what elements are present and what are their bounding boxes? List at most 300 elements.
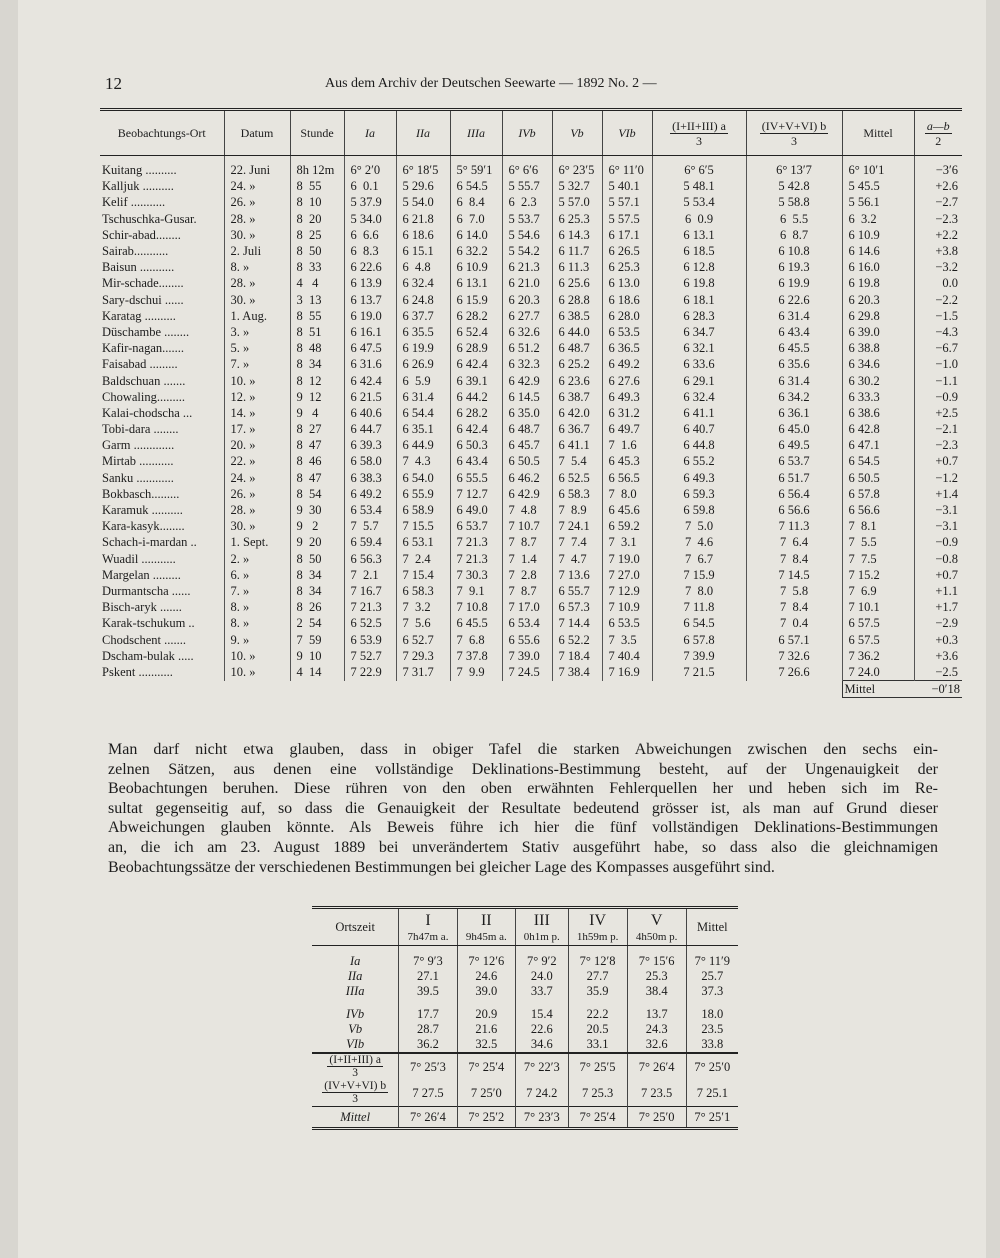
cell-iiia: 6 52.4 — [450, 324, 502, 340]
col-time: 0h1m p. — [523, 931, 560, 943]
cell-vb: 7 5.4 — [552, 453, 602, 469]
declination-table — [100, 108, 962, 698]
cell-iia: 5 54.0 — [396, 194, 450, 210]
gap-cell — [457, 946, 515, 955]
cell-vib: 6 25.3 — [602, 259, 652, 275]
table-row — [100, 178, 962, 194]
cell-mittel: 6 57.5 — [842, 631, 914, 647]
cell-diff: +0.7 — [914, 567, 962, 583]
cell-ort: Kafir-nagan....... — [102, 341, 185, 356]
cell-ivb: 6 45.7 — [502, 437, 552, 453]
cell-iia: 6 35.1 — [396, 421, 450, 437]
gap-cell — [686, 946, 738, 955]
cell-datum: 14. » — [224, 405, 290, 421]
cell-vib: 6 45.3 — [602, 453, 652, 469]
cell-ivb: 7 10.7 — [502, 518, 552, 534]
cell-b-mean: 6 51.7 — [746, 470, 842, 486]
footer-spacer — [100, 681, 842, 698]
cell-iiia: 6 7.0 — [450, 211, 502, 227]
cell-a-mean: 6 55.2 — [652, 453, 746, 469]
cell-iia: 7 15.4 — [396, 567, 450, 583]
table-header-row — [100, 110, 962, 156]
cell-stunde: 3 13 — [290, 292, 344, 308]
mittel-cell: 23.5 — [686, 1022, 738, 1037]
row-label: IIa — [347, 969, 363, 983]
cell-mittel: 6 19.8 — [842, 275, 914, 291]
row-label: Mittel — [312, 1107, 399, 1129]
cell-ort: Wuadil ........... — [102, 551, 176, 566]
cell-mittel: 6 30.2 — [842, 372, 914, 388]
cell-vb: 7 8.9 — [552, 502, 602, 518]
cell-a-mean: 6 54.5 — [652, 615, 746, 631]
cell-vib: 6 17.1 — [602, 227, 652, 243]
cell-diff: −2.3 — [914, 437, 962, 453]
mittel-cell: 37.3 — [686, 984, 738, 999]
row-gap — [312, 946, 738, 955]
cell-ort: Bisch-aryk ....... — [102, 600, 182, 615]
value-cell: 15.4 — [515, 1007, 568, 1022]
cell-datum: 2. » — [224, 551, 290, 567]
cell-vib: 7 12.9 — [602, 583, 652, 599]
cell-ort: Sairab........... — [102, 244, 169, 259]
cell-a-mean: 6 12.8 — [652, 259, 746, 275]
cell-vb: 6 36.7 — [552, 421, 602, 437]
cell-diff: −2.9 — [914, 615, 962, 631]
cell-iia: 6 5.9 — [396, 372, 450, 388]
table-row — [100, 567, 962, 583]
cell-mittel: 6 47.1 — [842, 437, 914, 453]
cell-ort: Mirtab ........... — [102, 454, 174, 469]
cell-b-mean: 6 56.6 — [746, 502, 842, 518]
cell-ia: 6 53.9 — [344, 631, 396, 647]
cell-mittel: 6 56.6 — [842, 502, 914, 518]
cell-iiia: 6 32.2 — [450, 243, 502, 259]
cell-b-mean: 6 36.1 — [746, 405, 842, 421]
cell-a-mean: 5 48.1 — [652, 178, 746, 194]
cell-b-mean: 6 56.4 — [746, 486, 842, 502]
cell-b-mean: 6 31.4 — [746, 372, 842, 388]
cell-b-mean: 6 57.1 — [746, 631, 842, 647]
table-row — [100, 156, 962, 179]
col-b-denominator: 3 — [791, 133, 797, 148]
row-b-mean — [312, 1080, 738, 1107]
mittel-cell: 7° 25′1 — [686, 1107, 738, 1129]
cell-iiia: 7 21.3 — [450, 551, 502, 567]
cell-vib: 7 8.0 — [602, 486, 652, 502]
cell-iia: 7 2.4 — [396, 551, 450, 567]
mittel-cell: 7° 25′0 — [686, 1053, 738, 1080]
cell-ort: Schach-i-mardan .. — [102, 535, 197, 550]
col-num: I — [425, 912, 431, 929]
cell-datum: 30. » — [224, 292, 290, 308]
cell-vb: 7 4.7 — [552, 551, 602, 567]
cell-diff: −2.1 — [914, 421, 962, 437]
cell-iiia: 6 42.4 — [450, 421, 502, 437]
cell-diff: +2.5 — [914, 405, 962, 421]
mittel-cell: 25.7 — [686, 969, 738, 984]
table-row — [312, 1007, 738, 1022]
cell-ia: 6 56.3 — [344, 551, 396, 567]
cell-ia: 7 52.7 — [344, 648, 396, 664]
cell-b-mean: 6 34.2 — [746, 389, 842, 405]
cell-b-mean: 6 5.5 — [746, 211, 842, 227]
cell-b-mean: 7 26.6 — [746, 664, 842, 681]
cell-b-mean: 6 19.3 — [746, 259, 842, 275]
cell-ivb: 6 2.3 — [502, 194, 552, 210]
gap-cell — [515, 946, 568, 955]
cell-mittel: 6 20.3 — [842, 292, 914, 308]
value-cell: 20.9 — [457, 1007, 515, 1022]
cell-ivb: 6 46.2 — [502, 470, 552, 486]
cell-vb: 6 14.3 — [552, 227, 602, 243]
cell-mittel: 7 10.1 — [842, 599, 914, 615]
cell-a-mean: 7 8.0 — [652, 583, 746, 599]
cell-ia: 6 13.9 — [344, 275, 396, 291]
cell-iiia: 6 10.9 — [450, 259, 502, 275]
cell-a-mean: 6 19.8 — [652, 275, 746, 291]
cell-a-mean: 6 18.5 — [652, 243, 746, 259]
cell-ivb: 6 32.3 — [502, 356, 552, 372]
cell-b-mean: 5 42.8 — [746, 178, 842, 194]
fraction-numerator: (I+II+III) a — [329, 1054, 381, 1066]
cell-iiia: 7 10.8 — [450, 599, 502, 615]
value-cell: 20.5 — [568, 1022, 627, 1037]
cell-ivb: 5 55.7 — [502, 178, 552, 194]
cell-b-mean: 6° 13′7 — [746, 156, 842, 179]
cell-iia: 6 32.4 — [396, 275, 450, 291]
cell-vb: 7 14.4 — [552, 615, 602, 631]
cell-vib: 6 31.2 — [602, 405, 652, 421]
table-row — [100, 518, 962, 534]
table-row — [100, 405, 962, 421]
cell-datum: 22. Juni — [224, 156, 290, 179]
cell-iia: 6 54.0 — [396, 470, 450, 486]
cell-a-mean: 6 33.6 — [652, 356, 746, 372]
cell-iiia: 5° 59′1 — [450, 156, 502, 179]
cell-vb: 6 58.3 — [552, 486, 602, 502]
cell-datum: 22. » — [224, 453, 290, 469]
value-cell: 7° 25′4 — [568, 1107, 627, 1129]
cell-mittel: 7 36.2 — [842, 648, 914, 664]
table-row — [100, 615, 962, 631]
cell-iiia: 7 21.3 — [450, 534, 502, 550]
cell-iia: 6 4.8 — [396, 259, 450, 275]
col-iiia: IIIa — [450, 110, 502, 156]
cell-stunde: 9 12 — [290, 389, 344, 405]
table-row — [100, 389, 962, 405]
cell-b-mean: 5 58.8 — [746, 194, 842, 210]
row-label: Vb — [348, 1022, 363, 1036]
cell-iiia: 6 14.0 — [450, 227, 502, 243]
cell-b-mean: 6 45.5 — [746, 340, 842, 356]
cell-vib: 6 18.6 — [602, 292, 652, 308]
cell-iiia: 6 15.9 — [450, 292, 502, 308]
value-cell: 21.6 — [457, 1022, 515, 1037]
cell-b-mean: 6 43.4 — [746, 324, 842, 340]
col-diff-numerator: a—b — [926, 118, 950, 133]
gap-cell — [312, 999, 399, 1007]
cell-diff: +1.4 — [914, 486, 962, 502]
cell-ort: Karamuk .......... — [102, 503, 183, 518]
paragraph-line: Abweichungen glauben könnte. Als Beweis führe ich hier die fünf vollständigen Deklinations-Bestimmungen — [108, 819, 938, 837]
cell-vib: 6 45.6 — [602, 502, 652, 518]
cell-iiia: 6 49.0 — [450, 502, 502, 518]
cell-b-mean: 6 22.6 — [746, 292, 842, 308]
cell-mittel: 6 16.0 — [842, 259, 914, 275]
col-ivb: IVb — [502, 110, 552, 156]
cell-mittel: 6 57.8 — [842, 486, 914, 502]
cell-vib: 7 3.5 — [602, 631, 652, 647]
cell-ort: Baisun ........... — [102, 260, 175, 275]
col-time: 4h50m p. — [635, 931, 678, 943]
cell-ort: Dscham-bulak ..... — [102, 648, 194, 663]
cell-diff: −0.9 — [914, 389, 962, 405]
cell-stunde: 8 55 — [290, 178, 344, 194]
col-iia: IIa — [396, 110, 450, 156]
cell-vib: 7 19.0 — [602, 551, 652, 567]
cell-ivb: 6 35.0 — [502, 405, 552, 421]
table-row — [312, 969, 738, 984]
cell-diff: −6.7 — [914, 340, 962, 356]
cell-vib: 5 57.1 — [602, 194, 652, 210]
cell-stunde: 8 48 — [290, 340, 344, 356]
cell-ia: 7 5.7 — [344, 518, 396, 534]
value-cell: 39.0 — [457, 984, 515, 999]
col-vb: Vb — [552, 110, 602, 156]
cell-stunde: 8 25 — [290, 227, 344, 243]
cell-iia: 7 31.7 — [396, 664, 450, 681]
cell-vib: 7 1.6 — [602, 437, 652, 453]
cell-a-mean: 6 0.9 — [652, 211, 746, 227]
cell-datum: 7. » — [224, 356, 290, 372]
row-label: IVb — [346, 1007, 365, 1021]
value-cell: 7° 12′6 — [457, 954, 515, 969]
cell-iia: 6 52.7 — [396, 631, 450, 647]
cell-datum: 1. Sept. — [224, 534, 290, 550]
cell-iia: 6 15.1 — [396, 243, 450, 259]
cell-vb: 6 52.2 — [552, 631, 602, 647]
cell-vb: 6 48.7 — [552, 340, 602, 356]
cell-ort: Sary-dschui ...... — [102, 292, 184, 307]
cell-iia: 6 35.5 — [396, 324, 450, 340]
value-cell: 35.9 — [568, 984, 627, 999]
cell-b-mean: 7 0.4 — [746, 615, 842, 631]
cell-ia: 6° 2′0 — [344, 156, 396, 179]
cell-vb: 6 52.5 — [552, 470, 602, 486]
cell-iiia: 6 53.7 — [450, 518, 502, 534]
cell-b-mean: 6 19.9 — [746, 275, 842, 291]
cell-b-mean: 7 11.3 — [746, 518, 842, 534]
gap-cell — [627, 946, 686, 955]
cell-a-mean: 6 59.8 — [652, 502, 746, 518]
cell-ia: 6 49.2 — [344, 486, 396, 502]
comparison-table — [312, 906, 738, 1130]
cell-a-mean: 6 40.7 — [652, 421, 746, 437]
value-cell: 24.0 — [515, 969, 568, 984]
cell-vb: 6 11.7 — [552, 243, 602, 259]
col-num: III — [533, 912, 550, 929]
col-i — [399, 908, 457, 946]
cell-diff: −1.1 — [914, 372, 962, 388]
gap-cell — [568, 946, 627, 955]
cell-datum: 28. » — [224, 275, 290, 291]
cell-ivb: 6 14.5 — [502, 389, 552, 405]
row-label — [312, 1053, 399, 1080]
value-cell: 7° 25′3 — [399, 1053, 457, 1080]
value-cell: 38.4 — [627, 984, 686, 999]
cell-vib: 7 27.0 — [602, 567, 652, 583]
col-diff-denominator: 2 — [935, 133, 942, 148]
cell-iiia: 6 43.4 — [450, 453, 502, 469]
fraction-numerator: (IV+V+VI) b — [324, 1080, 387, 1092]
cell-a-mean: 6 34.7 — [652, 324, 746, 340]
cell-diff: −2.2 — [914, 292, 962, 308]
cell-a-mean: 6 41.1 — [652, 405, 746, 421]
gap-cell — [399, 946, 457, 955]
cell-diff: +3.8 — [914, 243, 962, 259]
cell-iiia: 6 13.1 — [450, 275, 502, 291]
col-a-denominator: 3 — [696, 133, 702, 148]
mittel-footer-row — [100, 681, 962, 698]
cell-stunde: 8 27 — [290, 421, 344, 437]
cell-datum: 26. » — [224, 194, 290, 210]
cell-diff: −4.3 — [914, 324, 962, 340]
cell-mittel: 6 14.6 — [842, 243, 914, 259]
cell-b-mean: 7 14.5 — [746, 567, 842, 583]
table-row — [100, 599, 962, 615]
value-cell: 7° 12′8 — [568, 954, 627, 969]
cell-datum: 20. » — [224, 437, 290, 453]
cell-a-mean: 6° 6′5 — [652, 156, 746, 179]
value-cell: 39.5 — [399, 984, 457, 999]
value-cell: 33.7 — [515, 984, 568, 999]
cell-datum: 24. » — [224, 470, 290, 486]
value-cell: 7° 25′2 — [457, 1107, 515, 1129]
cell-diff: −3.1 — [914, 518, 962, 534]
col-time: 7h47m a. — [407, 931, 449, 943]
cell-iia: 6 54.4 — [396, 405, 450, 421]
cell-b-mean: 6 8.7 — [746, 227, 842, 243]
mittel-cell: 33.8 — [686, 1037, 738, 1053]
cell-ivb: 5 54.2 — [502, 243, 552, 259]
value-cell: 7° 26′4 — [627, 1053, 686, 1080]
cell-b-mean: 7 32.6 — [746, 648, 842, 664]
cell-a-mean: 6 44.8 — [652, 437, 746, 453]
cell-vib: 5 57.5 — [602, 211, 652, 227]
cell-b-mean: 6 53.7 — [746, 453, 842, 469]
table-row — [100, 194, 962, 210]
col-num: V — [650, 912, 663, 929]
cell-mittel: 6 33.3 — [842, 389, 914, 405]
cell-iia: 6 44.9 — [396, 437, 450, 453]
col-b-mean — [746, 110, 842, 156]
cell-iiia: 6 50.3 — [450, 437, 502, 453]
cell-ort: Tschuschka-Gusar. — [102, 211, 197, 226]
cell-ia: 7 22.9 — [344, 664, 396, 681]
cell-ia: 6 16.1 — [344, 324, 396, 340]
cell-stunde: 8 26 — [290, 599, 344, 615]
cell-vb: 6 41.1 — [552, 437, 602, 453]
cell-iia: 7 15.5 — [396, 518, 450, 534]
footer-mittel-value: −0′18 — [914, 681, 962, 698]
table-row — [100, 502, 962, 518]
value-cell: 24.3 — [627, 1022, 686, 1037]
cell-vb: 5 32.7 — [552, 178, 602, 194]
gap-cell — [515, 999, 568, 1007]
table-row — [100, 259, 962, 275]
cell-stunde: 8 20 — [290, 211, 344, 227]
value-cell: 22.6 — [515, 1022, 568, 1037]
cell-datum: 8. » — [224, 599, 290, 615]
cell-mittel: 7 5.5 — [842, 534, 914, 550]
cell-ort: Margelan ......... — [102, 567, 181, 582]
cell-a-mean: 7 39.9 — [652, 648, 746, 664]
table-row — [100, 340, 962, 356]
cell-datum: 17. » — [224, 421, 290, 437]
value-cell: 27.1 — [399, 969, 457, 984]
col-b-numerator: (IV+V+VI) b — [761, 118, 827, 133]
value-cell: 32.5 — [457, 1037, 515, 1053]
cell-b-mean: 6 10.8 — [746, 243, 842, 259]
cell-a-mean: 7 4.6 — [652, 534, 746, 550]
cell-ort: Garm ............. — [102, 438, 175, 453]
cell-iiia: 6 28.2 — [450, 405, 502, 421]
cell-iia: 7 29.3 — [396, 648, 450, 664]
cell-iiia: 6 28.9 — [450, 340, 502, 356]
cell-stunde: 9 2 — [290, 518, 344, 534]
paragraph-line: Beobachtungssätze der verschiedenen Bestimmungen bei gleicher Lage des Kompasses ausgeführt sind. — [108, 858, 775, 876]
mittel-cell: 7° 11′9 — [686, 954, 738, 969]
cell-stunde: 7 59 — [290, 631, 344, 647]
cell-vb: 6 57.3 — [552, 599, 602, 615]
cell-mittel: 7 15.2 — [842, 567, 914, 583]
cell-vib: 7 10.9 — [602, 599, 652, 615]
cell-ort: Kalai-chodscha ... — [102, 405, 193, 420]
gap-cell — [457, 999, 515, 1007]
cell-ia: 5 34.0 — [344, 211, 396, 227]
col-diff — [914, 110, 962, 156]
table-row — [100, 453, 962, 469]
cell-vb: 6 28.8 — [552, 292, 602, 308]
cell-vb: 6 25.2 — [552, 356, 602, 372]
cell-stunde: 4 14 — [290, 664, 344, 681]
cell-ia: 7 16.7 — [344, 583, 396, 599]
cell-mittel: 7 6.9 — [842, 583, 914, 599]
value-cell: 36.2 — [399, 1037, 457, 1053]
col-vib: VIb — [602, 110, 652, 156]
col-stunde: Stunde — [290, 110, 344, 156]
cell-stunde: 8 10 — [290, 194, 344, 210]
cell-mittel: 6 38.6 — [842, 405, 914, 421]
cell-iiia: 6 28.2 — [450, 308, 502, 324]
table-row — [100, 324, 962, 340]
paragraph-line: Beobachtungen beruhen. Diese rühren von den oben erwähnten Fehlerquellen her und heben sich im Re- — [108, 780, 938, 798]
col-time: 1h59m p. — [576, 931, 619, 943]
paragraph-line: Man darf nicht etwa glauben, dass in obiger Tafel die starken Abweichungen zwischen den sechs ein- — [108, 741, 938, 758]
cell-vb: 5 57.0 — [552, 194, 602, 210]
cell-iia: 7 5.6 — [396, 615, 450, 631]
cell-vib: 6 27.6 — [602, 372, 652, 388]
cell-mittel: 6 29.8 — [842, 308, 914, 324]
cell-vb: 6 42.0 — [552, 405, 602, 421]
cell-vb: 6 38.5 — [552, 308, 602, 324]
table-row — [100, 227, 962, 243]
table-row — [100, 308, 962, 324]
cell-vib: 7 40.4 — [602, 648, 652, 664]
cell-b-mean: 6 31.4 — [746, 308, 842, 324]
value-cell: 32.6 — [627, 1037, 686, 1053]
cell-ort: Schir-abad........ — [102, 227, 181, 242]
